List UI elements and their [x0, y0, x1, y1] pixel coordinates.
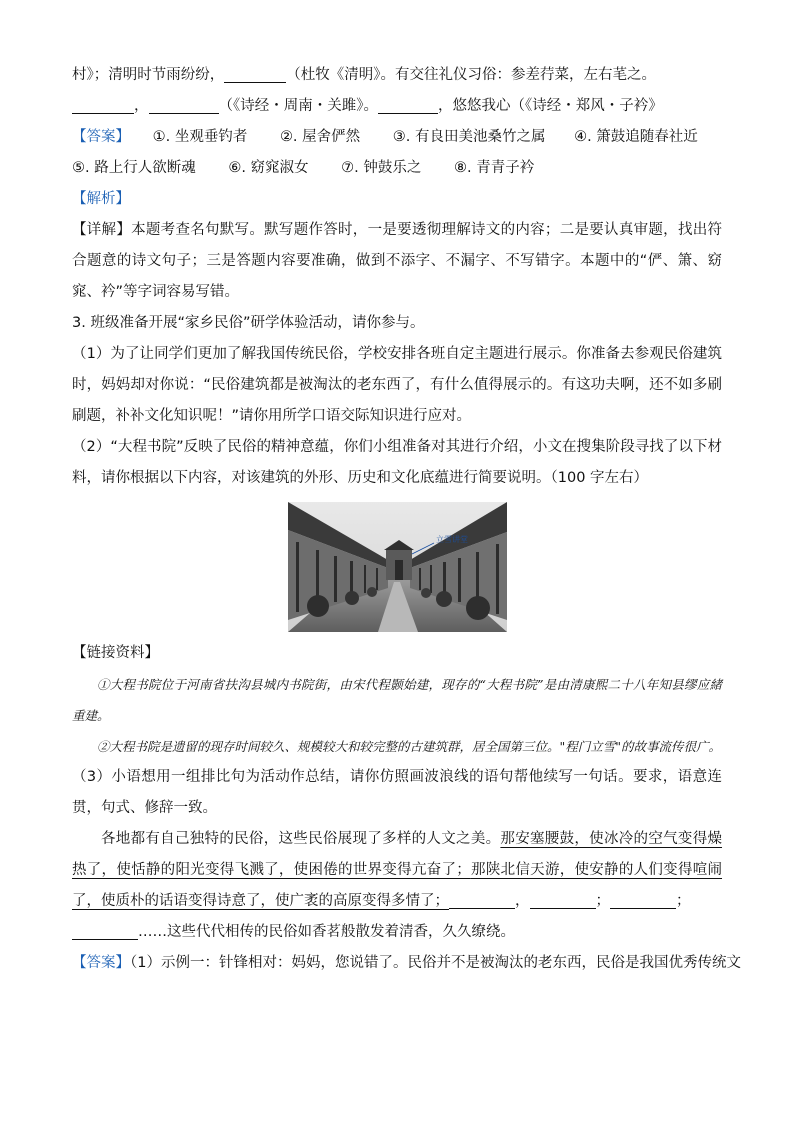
fill-blank — [72, 95, 134, 114]
answer-item: ⑧. 青青子衿 — [453, 160, 535, 176]
photo-label: 立雪讲堂 — [435, 535, 468, 544]
question-sub3: （3）小语想用一组排比句为活动作总结，请你仿照画波浪线的语句帮他续写一句话。要求，语意连贯，句式、修辞一致。 — [72, 769, 722, 816]
answer-item: ③. 有良田美池桑竹之属 — [392, 129, 546, 145]
answer-item: ⑦. 钟鼓乐之 — [341, 160, 422, 176]
answer-item: ⑥. 窈窕淑女 — [228, 160, 309, 176]
document-page — [72, 60, 741, 979]
answer-item: ②. 屋舍俨然 — [279, 129, 361, 145]
question-sub1: （1）为了让同学们更加了解我国传统民俗，学校安排各班自定主题进行展示。你准备去参观民俗建筑时，妈妈却对你说：“民俗建筑都是被淘汰的老东西了，有什么值得展示的。有这功夫啊，还不如多刷刷题，补补文化知识呢！”请你用所学口语交际知识进行应对。 — [72, 346, 722, 424]
detail-tag: 【详解】 — [72, 222, 132, 238]
paragraph-tail: ……这些代代相传的民俗如香茗般散发着清香，久久缭绕。 — [72, 917, 722, 948]
answer-item: ①. 坐观垂钓者 — [152, 129, 248, 145]
answer2-row: 【答案】（1）示例一：针锋相对：妈妈，您说错了。民俗并不是被淘汰的老东西，民俗是我国优秀传统文 — [72, 955, 741, 971]
fill-blank — [149, 95, 219, 114]
analysis-heading: 【解析】 — [72, 191, 130, 207]
link-material-2: ②大程书院是遗留的现存时间较久、规模较大和较完整的古建筑群，居全国第三位。"程门立雪"的故事流传很广。 — [97, 739, 722, 754]
fill-blank — [378, 95, 438, 114]
photo-container — [72, 502, 722, 632]
answer-row — [72, 153, 722, 184]
answer-row — [72, 122, 722, 153]
academy-photo — [288, 502, 507, 632]
fill-blank — [530, 890, 596, 909]
link-material-1: ①大程书院位于河南省扶沟县城内书院街，由宋代程颢始建，现存的“大程书院”是由清康熙二十八年知县缪应緒重建。 — [72, 677, 722, 723]
fill-blank — [610, 890, 676, 909]
fill-blank — [449, 890, 515, 909]
fill-blank — [224, 64, 286, 83]
question-sub2: （2）“大程书院”反映了民俗的精神意蕴，你们小组准备对其进行介绍，小文在搜集阶段寻找了以下材料，请你根据以下内容，对该建筑的外形、历史和文化底蕴进行简要说明。（100 字左右） — [72, 439, 722, 486]
analysis-detail: 【详解】本题考查名句默写。默写题作答时，一是要透彻理解诗文的内容；二是要认真审题，找出符合题意的诗文句子；三是答题内容要准确，做到不添字、不漏字、不写错字。本题中的“俨、箫、窈窕、衿”等字词容易写错。 — [72, 222, 723, 300]
answer-item: ④. 箫鼓追随春社近 — [574, 129, 698, 145]
text-line: ， （《诗经・周南・关雎》。 ，悠悠我心（《诗经・郑风・子衿》 — [72, 91, 722, 122]
answer-tag: 【答案】 — [72, 129, 130, 145]
link-heading: 【链接资料】 — [72, 645, 159, 661]
answer-item: ⑤. 路上行人欲断魂 — [72, 160, 196, 176]
fill-blank — [72, 921, 138, 940]
question-stem: 3. 班级准备开展“家乡民俗”研学体验活动，请你参与。 — [72, 315, 425, 331]
parallel-paragraph: 各地都有自己独特的民俗，这些民俗展现了多样的人文之美。那安塞腰鼓，使冰冷的空气变得燥热了，使恬静的阳光变得飞溅了，使困倦的世界变得亢奋了；那陕北信天游，使安静的人们变得喧闹了，使质朴的话语变得诗意了，使广袤的高原变得多情了； ， ； ； — [72, 831, 723, 909]
wavy-sentence: 那陕北信天游，使安静的人们变得喧闹了，使质朴的话语变得诗意了，使广袤的高原变得多情了； — [72, 862, 723, 909]
text-line: 村》；清明时节雨纷纷， （杜牧《清明》。有交往礼仪习俗：参差荇菜，左右芼之。 — [72, 60, 722, 91]
wavy-sentence: 那安塞腰鼓，使冰冷的空气变得燥热了，使恬静的阳光变得飞溅了，使困倦的世界变得亢奋了； — [72, 831, 723, 878]
answer-tag: 【答案】 — [72, 955, 130, 971]
